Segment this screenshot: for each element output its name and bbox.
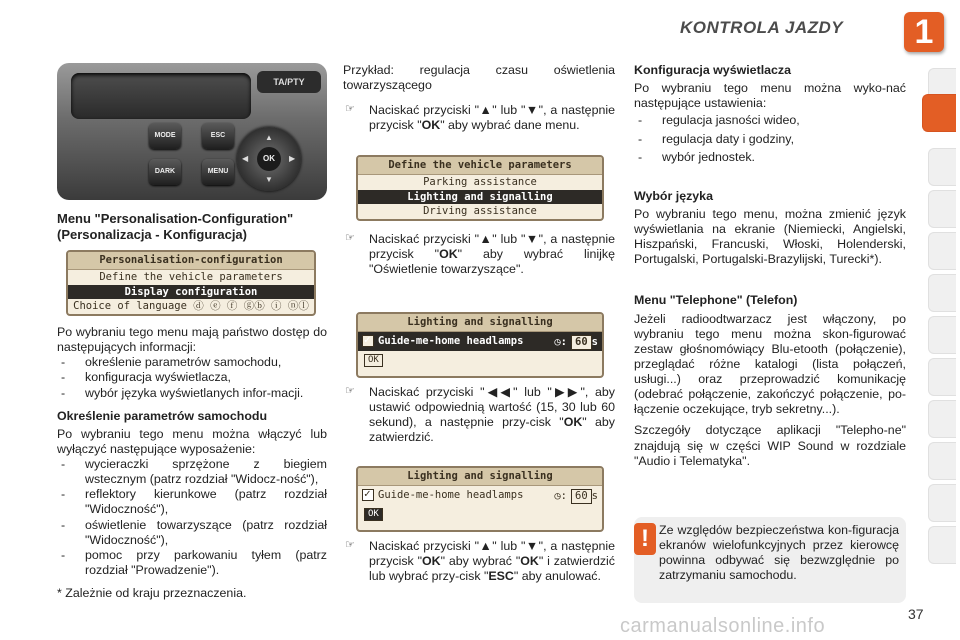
ok-box: OK (364, 354, 383, 367)
step-text: " aby wybrać " (440, 554, 521, 569)
list-item: - wybór języka wyświetlanych infor-macji. (57, 386, 327, 401)
left-arrow-icon: ◀ (242, 154, 249, 163)
screen-vehicle-parameters (356, 155, 604, 221)
screen-title: Lighting and signalling (358, 314, 602, 332)
dark-button: DARK (149, 159, 181, 185)
list-item: - określenie parametrów samochodu, (57, 355, 327, 370)
right-arrow-icon: ▶ (289, 154, 296, 163)
side-tab-active[interactable] (922, 94, 956, 132)
list-item: - konfiguracja wyświetlacza, (57, 370, 327, 385)
column-1 (57, 211, 327, 242)
up-arrow-icon: ▲ (265, 133, 273, 142)
key-label: OK (422, 554, 441, 569)
list-item: - wybór jednostek. (634, 150, 906, 165)
step-text: " aby zatwierdzić. (369, 415, 615, 445)
screen-row: Choice of language ⓓ ⓔ ⓕ ⓖⓑ ⓘ ⓝⓛ (73, 300, 309, 313)
hand-pointer-icon: ☞ (345, 232, 355, 244)
console-display (71, 73, 251, 119)
checkbox-icon (362, 335, 374, 347)
hand-pointer-icon: ☞ (345, 385, 355, 397)
column-2-step4 (343, 539, 615, 584)
step-1 (343, 103, 615, 133)
step-text: " aby anulować. (513, 569, 601, 584)
ta-pty-button: TA/PTY (257, 71, 321, 93)
setting-value: 60 (571, 489, 592, 504)
list-item: - pomoc przy parkowaniu tyłem (patrz rozdział "Prowadzenie"). (57, 548, 327, 578)
paragraph: Po wybraniu tego menu można wyko-nać następujące ustawienia: (634, 81, 906, 111)
key-label: OK (421, 118, 441, 133)
screen-row-selected: Lighting and signalling (358, 190, 602, 205)
menu-personalisation-heading: Menu "Personalisation-Configuration" (Personalizacja - Konfiguracja) (57, 211, 294, 242)
warning-text: Ze względów bezpieczeństwa kon-figuracja ekranów wielofunkcyjnych przez kierowcę powinna odbywać się bezwzględnie po zatrzymaniu samochodu. (659, 523, 899, 583)
info-list (57, 355, 327, 400)
paragraph: Po wybraniu tego menu mają państwo dostęp do następujących informacji: (57, 325, 327, 355)
esc-button: ESC (202, 123, 234, 149)
subheading-language: Wybór języka (634, 188, 713, 203)
step-text: " aby wybrać dane menu. (440, 118, 580, 133)
paragraph: Szczegóły dotyczące aplikacji "Telepho-ne" znajdują się w części WIP Sound w rozdziale "Audio i Telematyka". (634, 423, 906, 468)
list-item: - oświetlenie towarzyszące (patrz rozdział "Widoczność"), (57, 518, 327, 548)
screen-lighting-2 (356, 466, 604, 532)
equipment-list (57, 457, 327, 578)
column-1-body (57, 325, 327, 601)
paragraph: Jeżeli radioodtwarzacz jest włączony, po wybraniu tego menu można skon-figurować zestaw głośnomówiący Blu-etooth (połączenie), przeglądać różne katalogi (lista połączeń, usługi...) oraz przeprowadzić komunikację (odebrać połączenie, zakończyć połączenie, po-łączenie oczekujące, tryb sekretny...). (634, 311, 906, 417)
screen-row: Define the vehicle parameters (99, 270, 283, 283)
screen-title: Personalisation-configuration (68, 252, 314, 270)
setting-label: Guide-me-home headlamps (378, 488, 524, 501)
step-text: Naciskać przyciski "◀◀" lub "▶▶", aby ustawić odpowiednią wartość (15, 30 lub 60 sekund), a następnie przy-cisk " (369, 385, 615, 430)
subheading-telephone: Menu "Telephone" (Telefon) (634, 293, 798, 308)
mode-button: MODE (149, 123, 181, 149)
column-2-step3 (343, 385, 615, 446)
key-label: OK (563, 415, 583, 430)
list-item: - regulacja daty i godziny, (634, 132, 906, 147)
navigation-dial (237, 127, 301, 191)
step-text: " aby wybrać linijkę "Oświetlenie towarzyszące". (369, 247, 615, 277)
side-tab[interactable] (928, 442, 956, 480)
clock-icon: ◷: (554, 489, 568, 502)
section-title: KONTROLA JAZDY (680, 18, 844, 37)
subheading-display: Konfiguracja wyświetlacza (634, 63, 792, 77)
side-tab[interactable] (928, 190, 956, 228)
screen-lighting-1 (356, 312, 604, 378)
chapter-side-tabs (928, 68, 960, 608)
setting-row (358, 486, 602, 505)
footnote: * Zależnie od kraju przeznaczenia. (57, 586, 247, 600)
step-text: Naciskać przyciski "▲" lub "▼", a następnie przycisk " (369, 232, 615, 262)
screen-personalisation (66, 250, 316, 316)
ok-box-selected: OK (364, 508, 383, 521)
side-tab[interactable] (928, 400, 956, 438)
key-label: ESC (488, 569, 514, 584)
list-item: - reflektory kierunkowe (patrz rozdział "Widoczność"), (57, 487, 327, 517)
down-arrow-icon: ▼ (265, 175, 273, 184)
side-tab[interactable] (928, 232, 956, 270)
screen-row: Driving assistance (423, 205, 537, 218)
list-item: - regulacja jasności wideo, (634, 113, 906, 128)
chapter-tab[interactable] (904, 12, 944, 52)
paragraph: Po wybraniu tego menu można włączyć lub wyłączyć następujące wyposażenie: (57, 426, 327, 456)
paragraph: Po wybraniu tego menu, można zmienić język wyświetlania na ekranie (Niemiecki, Angielski, Hiszpański, Francuski, Włoski, Holenderski, Portugalski, Portugalski-Brazylijski, Turecki*). (634, 206, 906, 267)
side-tab[interactable] (928, 316, 956, 354)
setting-value: 60 (571, 335, 592, 350)
step-text: Naciskać przyciski "▲" lub "▼", a następnie przycisk " (369, 103, 615, 133)
chapter-number: 1 (914, 13, 934, 51)
hand-pointer-icon: ☞ (345, 103, 355, 116)
unit-label: s (591, 489, 598, 502)
safety-warning-box (634, 517, 906, 603)
unit-label: s (591, 335, 598, 348)
step-4 (343, 539, 615, 584)
clock-icon: ◷: (554, 335, 568, 348)
console-photo (57, 63, 327, 200)
ok-button: OK (257, 147, 281, 171)
menu-button: MENU (202, 159, 234, 185)
step-2 (343, 232, 615, 277)
side-tab[interactable] (928, 358, 956, 396)
step-text: " i zatwierdzić lub wybrać przy-cisk " (369, 554, 615, 584)
subheading-params: Określenie parametrów samochodu (57, 408, 268, 423)
screen-title: Define the vehicle parameters (358, 157, 602, 175)
side-tab[interactable] (928, 148, 956, 186)
side-tab[interactable] (928, 274, 956, 312)
screen-title: Lighting and signalling (358, 468, 602, 486)
hand-pointer-icon: ☞ (345, 539, 355, 551)
column-2 (343, 63, 615, 134)
column-2-step2 (343, 232, 615, 277)
checkbox-icon (362, 489, 374, 501)
key-label: OK (520, 554, 539, 569)
screen-row: Parking assistance (423, 175, 537, 188)
setting-label: Guide-me-home headlamps (378, 334, 524, 347)
side-tab[interactable] (928, 484, 956, 522)
step-text: Naciskać przyciski "▲" lub "▼", a następnie przycisk " (369, 539, 615, 569)
setting-row-selected (358, 332, 602, 351)
list-item: - wycieraczki sprzężone z biegiem wstecznym (patrz rozdział "Widocz-ność"), (57, 457, 327, 487)
side-tab[interactable] (928, 526, 956, 564)
watermark: carmanualsonline.info (620, 615, 826, 637)
page-number: 37 (908, 606, 924, 622)
step-3 (343, 385, 615, 446)
page-header (0, 0, 960, 60)
key-label: OK (439, 247, 458, 262)
warning-icon: ! (634, 523, 656, 555)
screen-row-selected: Display configuration (68, 285, 314, 300)
column-3 (634, 63, 906, 469)
display-settings-list (634, 113, 906, 164)
example-paragraph: Przykład: regulacja czasu oświetlenia towarzyszącego (343, 63, 615, 93)
